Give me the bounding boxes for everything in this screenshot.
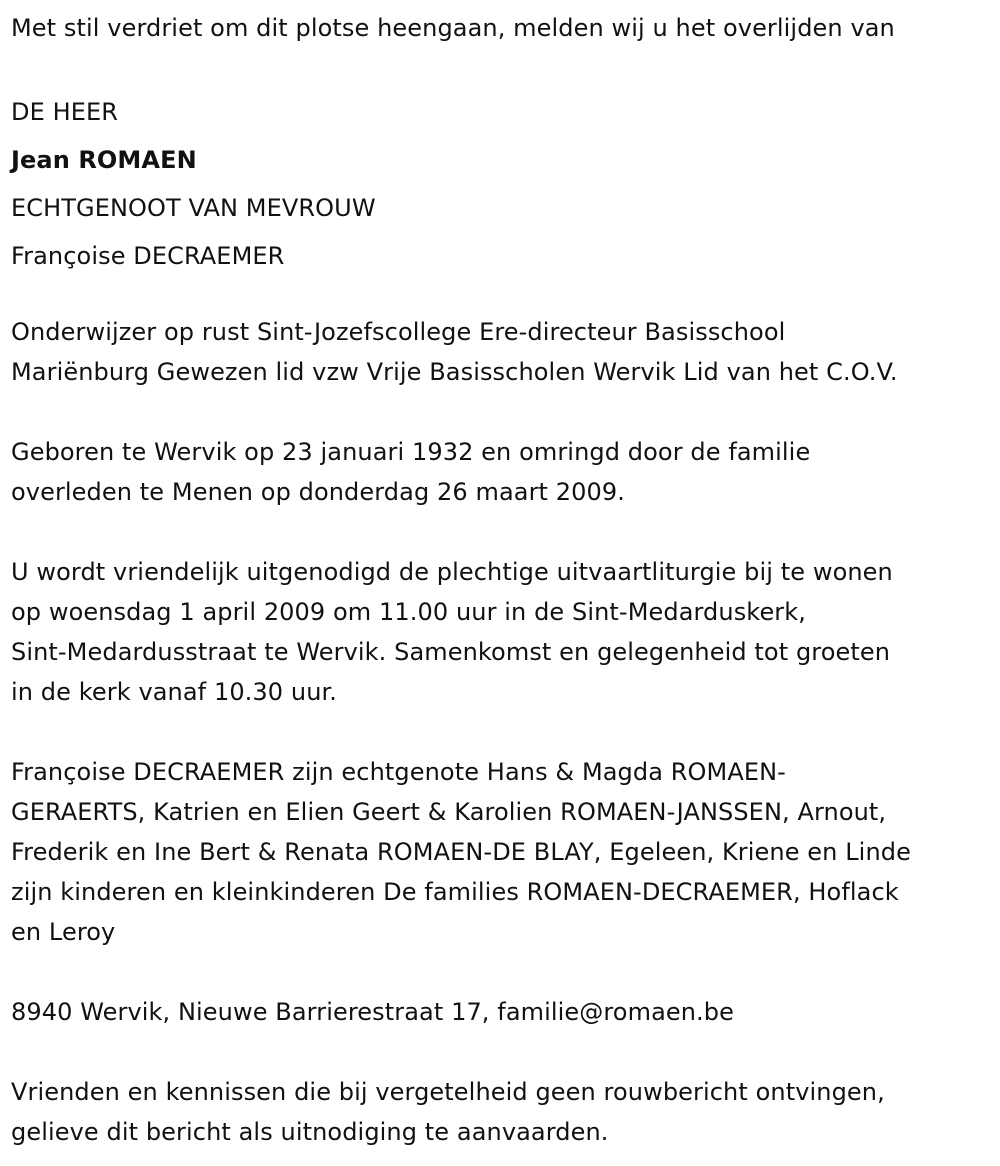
birth-death-paragraph <box>11 432 1000 512</box>
spacer <box>11 48 1000 88</box>
family-line: en Leroy <box>11 918 116 946</box>
spacer <box>11 1032 1000 1072</box>
closing-line: Vrienden en kennissen die bij vergetelheid geen rouwbericht ontvingen, <box>11 1078 885 1106</box>
spouse-label: ECHTGENOOT VAN MEVROUW <box>11 194 376 222</box>
spacer <box>11 952 1000 992</box>
invitation-line: in de kerk vanaf 10.30 uur. <box>11 678 337 706</box>
spacer <box>11 392 1000 432</box>
invitation-line: Sint-Medardusstraat te Wervik. Samenkomst en gelegenheid tot groeten <box>11 638 891 666</box>
career-line: Mariënburg Gewezen lid vzw Vrije Basisscholen Wervik Lid van het C.O.V. <box>11 358 898 386</box>
spouse-name: Françoise DECRAEMER <box>11 242 285 270</box>
invitation-line: U wordt vriendelijk uitgenodigd de plechtige uitvaartliturgie bij te wonen <box>11 558 893 586</box>
invitation-line: op woensdag 1 april 2009 om 11.00 uur in de Sint-Medarduskerk, <box>11 598 807 626</box>
family-line: GERAERTS, Katrien en Elien Geert & Karolien ROMAEN-JANSSEN, Arnout, <box>11 798 887 826</box>
family-line: Frederik en Ine Bert & Renata ROMAEN-DE BLAY, Egeleen, Kriene en Linde <box>11 838 911 866</box>
intro-text: Met stil verdriet om dit plotse heengaan, melden wij u het overlijden van <box>11 14 895 42</box>
birth-death-line: overleden te Menen op donderdag 26 maart 2009. <box>11 478 625 506</box>
closing-line: gelieve dit bericht als uitnodiging te aanvaarden. <box>11 1118 609 1146</box>
spacer <box>11 280 1000 312</box>
closing-paragraph <box>11 1072 1000 1152</box>
invitation-paragraph <box>11 552 1000 712</box>
family-line: Françoise DECRAEMER zijn echtgenote Hans & Magda ROMAEN- <box>11 758 786 786</box>
career-paragraph <box>11 312 1000 392</box>
family-paragraph <box>11 752 1000 952</box>
title-prefix: DE HEER <box>11 98 119 126</box>
spacer <box>11 512 1000 552</box>
address-line: 8940 Wervik, Nieuwe Barrierestraat 17, familie@romaen.be <box>11 998 734 1026</box>
spacer <box>11 712 1000 752</box>
deceased-block <box>11 88 1000 280</box>
deceased-name: Jean ROMAEN <box>11 146 197 174</box>
family-line: zijn kinderen en kleinkinderen De families ROMAEN-DECRAEMER, Hoflack <box>11 878 899 906</box>
career-line: Onderwijzer op rust Sint-Jozefscollege Ere-directeur Basisschool <box>11 318 786 346</box>
birth-death-line: Geboren te Wervik op 23 januari 1932 en omringd door de familie <box>11 438 811 466</box>
